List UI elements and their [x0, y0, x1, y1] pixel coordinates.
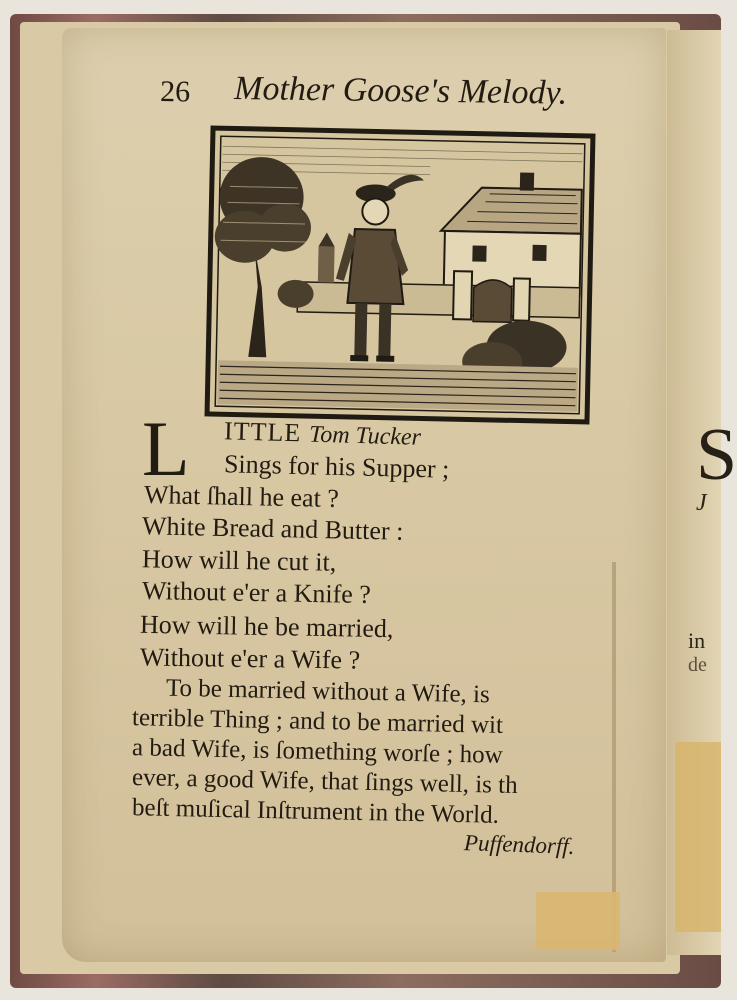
- verse-line: How will he cut it,: [141, 544, 337, 577]
- verse-line: Without e'er a Knife ?: [141, 576, 372, 609]
- verse-line: Sings for his Supper ;: [223, 449, 450, 484]
- page-number: 26: [159, 75, 191, 109]
- repair-tape: [536, 892, 620, 950]
- commentary-line: To be married without a Wife, is: [165, 674, 491, 709]
- woodcut-image: [205, 126, 595, 424]
- running-title: Mother Goose's Melody.: [233, 70, 568, 112]
- attribution: Puffendorff.: [463, 830, 575, 859]
- verse-first-italic: Tom Tucker: [308, 421, 422, 451]
- commentary-line: a bad Wife, is ſomething worſe ; how: [131, 734, 503, 769]
- commentary-line: ever, a good Wife, that ſings well, is th: [131, 763, 518, 800]
- page-header: [160, 69, 591, 135]
- facing-page-fragment: J: [696, 490, 707, 516]
- commentary-line: terrible Thing ; and to be married wit: [131, 704, 504, 739]
- verse-line: White Bread and Butter :: [141, 511, 404, 546]
- woodcut-illustration: [205, 126, 595, 424]
- facing-page-dropcap: S: [696, 414, 737, 496]
- verse-line: How will he be married,: [139, 609, 394, 644]
- verse-first-caps: ITTLE: [223, 416, 302, 448]
- verse-line: What ſhall he eat ?: [143, 479, 340, 514]
- drop-cap: L: [142, 405, 190, 492]
- verse-line: Without e'er a Wife ?: [139, 642, 361, 675]
- facing-page-fragment: in: [688, 628, 706, 653]
- repair-tape: [675, 742, 721, 932]
- facing-page-fragment: de: [688, 654, 707, 676]
- verse-line: [224, 416, 422, 451]
- commentary-line: beſt muſical Inſtrument in the World.: [131, 794, 500, 829]
